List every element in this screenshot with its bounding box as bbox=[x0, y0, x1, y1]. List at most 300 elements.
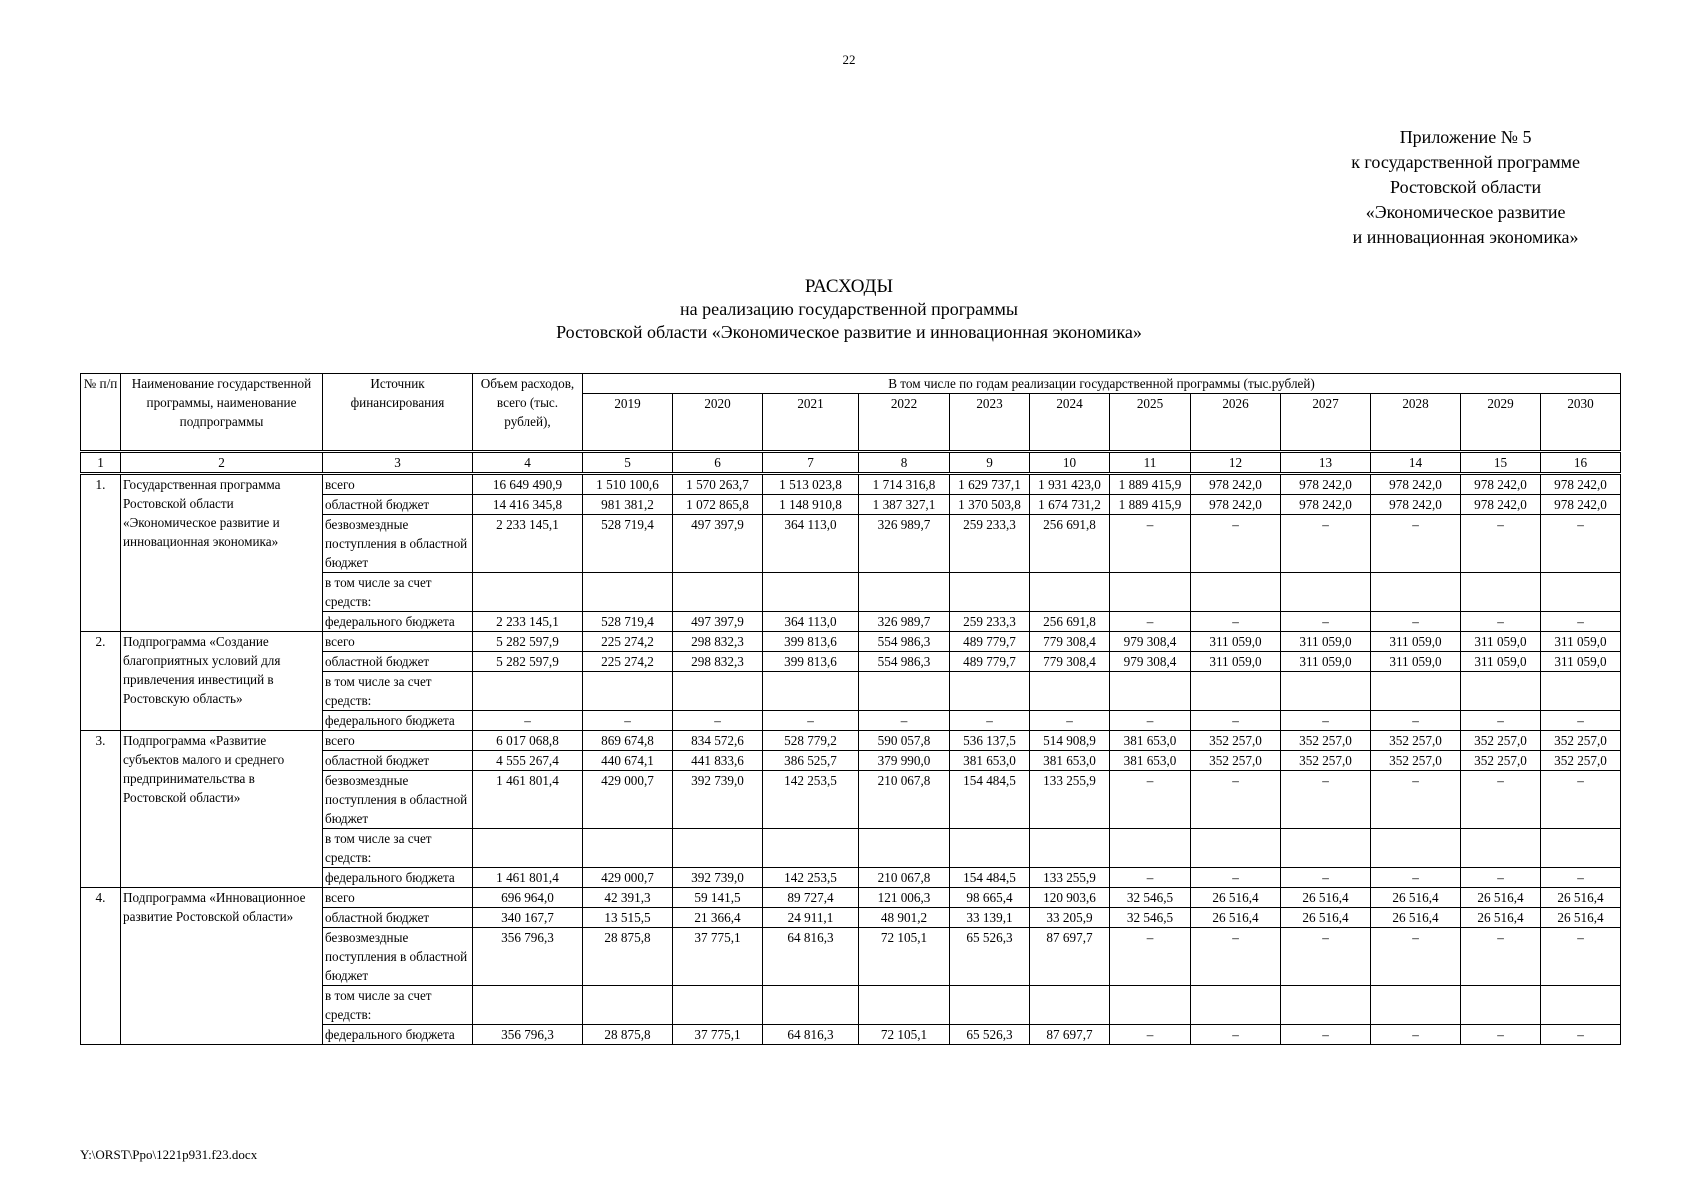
year-value: 1 510 100,6 bbox=[583, 474, 673, 495]
year-value: 26 516,4 bbox=[1191, 888, 1281, 908]
year-value: 26 516,4 bbox=[1371, 908, 1461, 928]
program-number: 2. bbox=[81, 632, 121, 731]
year-value: 26 516,4 bbox=[1461, 908, 1541, 928]
year-value: 352 257,0 bbox=[1191, 751, 1281, 771]
column-number: 2 bbox=[121, 452, 323, 474]
funding-source: всего bbox=[323, 888, 473, 908]
year-value bbox=[583, 573, 673, 612]
year-value: 121 006,3 bbox=[859, 888, 950, 908]
header-year: 2028 bbox=[1371, 394, 1461, 452]
year-value: – bbox=[1110, 711, 1191, 731]
year-value bbox=[1110, 672, 1191, 711]
year-value: 65 526,3 bbox=[950, 928, 1030, 986]
year-value: – bbox=[1371, 771, 1461, 829]
year-value: 311 059,0 bbox=[1371, 632, 1461, 652]
year-value: 133 255,9 bbox=[1030, 771, 1110, 829]
total-value: 6 017 068,8 bbox=[473, 731, 583, 751]
year-value: 381 653,0 bbox=[1110, 731, 1191, 751]
year-value: 869 674,8 bbox=[583, 731, 673, 751]
year-value bbox=[1030, 829, 1110, 868]
year-value: 1 072 865,8 bbox=[673, 495, 763, 515]
year-value: 1 714 316,8 bbox=[859, 474, 950, 495]
funding-source: всего bbox=[323, 731, 473, 751]
year-value bbox=[1030, 672, 1110, 711]
year-value: – bbox=[1110, 928, 1191, 986]
year-value: 59 141,5 bbox=[673, 888, 763, 908]
year-value: 352 257,0 bbox=[1541, 751, 1621, 771]
year-value: – bbox=[583, 711, 673, 731]
column-number: 8 bbox=[859, 452, 950, 474]
funding-source: федерального бюджета bbox=[323, 868, 473, 888]
year-value: – bbox=[859, 711, 950, 731]
year-value: 381 653,0 bbox=[950, 751, 1030, 771]
year-value bbox=[950, 573, 1030, 612]
year-value bbox=[1281, 573, 1371, 612]
column-number: 16 bbox=[1541, 452, 1621, 474]
year-value: – bbox=[1461, 711, 1541, 731]
year-value: 26 516,4 bbox=[1281, 908, 1371, 928]
total-value: 340 167,7 bbox=[473, 908, 583, 928]
year-value: 352 257,0 bbox=[1541, 731, 1621, 751]
header-years-group: В том числе по годам реализации государственной программы (тыс.рублей) bbox=[583, 374, 1621, 394]
year-value: 536 137,5 bbox=[950, 731, 1030, 751]
year-value: – bbox=[1191, 928, 1281, 986]
year-value: 311 059,0 bbox=[1541, 632, 1621, 652]
table-row bbox=[81, 888, 1621, 908]
funding-source: федерального бюджета bbox=[323, 612, 473, 632]
header-name: Наименование государственной программы, наименование подпрограммы bbox=[121, 374, 323, 452]
year-value: 441 833,6 bbox=[673, 751, 763, 771]
year-value: 489 779,7 bbox=[950, 652, 1030, 672]
column-number: 15 bbox=[1461, 452, 1541, 474]
year-value bbox=[763, 829, 859, 868]
year-value: – bbox=[1191, 711, 1281, 731]
year-value: 1 931 423,0 bbox=[1030, 474, 1110, 495]
total-value: 356 796,3 bbox=[473, 928, 583, 986]
funding-source: в том числе за счет средств: bbox=[323, 986, 473, 1025]
year-value: – bbox=[1110, 515, 1191, 573]
year-value: – bbox=[1461, 771, 1541, 829]
year-value: 42 391,3 bbox=[583, 888, 673, 908]
year-value: – bbox=[1461, 1025, 1541, 1045]
year-value: 528 719,4 bbox=[583, 515, 673, 573]
column-number: 6 bbox=[673, 452, 763, 474]
column-number: 4 bbox=[473, 452, 583, 474]
year-value: 311 059,0 bbox=[1191, 652, 1281, 672]
year-value: – bbox=[1371, 612, 1461, 632]
funding-source: безвозмездные поступления в областной бюджет bbox=[323, 771, 473, 829]
year-value: 352 257,0 bbox=[1461, 751, 1541, 771]
year-value: 13 515,5 bbox=[583, 908, 673, 928]
appendix-note bbox=[1351, 125, 1580, 250]
header-row bbox=[81, 374, 1621, 394]
year-value: 26 516,4 bbox=[1281, 888, 1371, 908]
year-value: 497 397,9 bbox=[673, 612, 763, 632]
year-value: 429 000,7 bbox=[583, 771, 673, 829]
funding-source: федерального бюджета bbox=[323, 1025, 473, 1045]
header-year: 2029 bbox=[1461, 394, 1541, 452]
year-value: 399 813,6 bbox=[763, 632, 859, 652]
year-value: – bbox=[1191, 1025, 1281, 1045]
year-value: 1 674 731,2 bbox=[1030, 495, 1110, 515]
table-row bbox=[81, 731, 1621, 751]
year-value: 978 242,0 bbox=[1191, 495, 1281, 515]
year-value: 298 832,3 bbox=[673, 652, 763, 672]
funding-source: областной бюджет bbox=[323, 652, 473, 672]
year-value bbox=[1541, 986, 1621, 1025]
year-value: 429 000,7 bbox=[583, 868, 673, 888]
appendix-line: и инновационная экономика» bbox=[1352, 227, 1579, 247]
funding-source: всего bbox=[323, 632, 473, 652]
header-total: Объем расходов, всего (тыс. рублей), bbox=[473, 374, 583, 452]
year-value: 225 274,2 bbox=[583, 632, 673, 652]
year-value: 392 739,0 bbox=[673, 771, 763, 829]
year-value: 142 253,5 bbox=[763, 868, 859, 888]
year-value: 133 255,9 bbox=[1030, 868, 1110, 888]
expenses-table bbox=[80, 373, 1621, 1045]
appendix-line: Приложение № 5 bbox=[1399, 127, 1532, 147]
total-value: 1 461 801,4 bbox=[473, 868, 583, 888]
year-value: – bbox=[950, 711, 1030, 731]
appendix-line: Ростовской области bbox=[1390, 177, 1542, 197]
year-value: 528 779,2 bbox=[763, 731, 859, 751]
year-value bbox=[763, 672, 859, 711]
year-value: 352 257,0 bbox=[1461, 731, 1541, 751]
year-value: 225 274,2 bbox=[583, 652, 673, 672]
year-value: 210 067,8 bbox=[859, 771, 950, 829]
year-value: – bbox=[1371, 868, 1461, 888]
year-value: 37 775,1 bbox=[673, 1025, 763, 1045]
header-year: 2027 bbox=[1281, 394, 1371, 452]
year-value bbox=[1191, 573, 1281, 612]
header-year: 2020 bbox=[673, 394, 763, 452]
appendix-line: «Экономическое развитие bbox=[1365, 202, 1566, 222]
year-value: 399 813,6 bbox=[763, 652, 859, 672]
year-value: – bbox=[1191, 515, 1281, 573]
year-value: – bbox=[1371, 515, 1461, 573]
file-path-footer: Y:\ORST\Ppo\1221p931.f23.docx bbox=[80, 1147, 258, 1162]
year-value: 978 242,0 bbox=[1461, 474, 1541, 495]
year-value: 1 889 415,9 bbox=[1110, 495, 1191, 515]
document-title bbox=[0, 275, 1698, 344]
year-value: 497 397,9 bbox=[673, 515, 763, 573]
table-body bbox=[81, 374, 1621, 1045]
header-year: 2023 bbox=[950, 394, 1030, 452]
year-value: 779 308,4 bbox=[1030, 632, 1110, 652]
year-value bbox=[1281, 672, 1371, 711]
year-value: 26 516,4 bbox=[1541, 908, 1621, 928]
year-value: 298 832,3 bbox=[673, 632, 763, 652]
total-value: 14 416 345,8 bbox=[473, 495, 583, 515]
year-value bbox=[1371, 672, 1461, 711]
year-value: – bbox=[1541, 711, 1621, 731]
year-value: 311 059,0 bbox=[1281, 632, 1371, 652]
year-value: – bbox=[1110, 771, 1191, 829]
year-value bbox=[1030, 986, 1110, 1025]
year-value: 1 148 910,8 bbox=[763, 495, 859, 515]
total-value: 16 649 490,9 bbox=[473, 474, 583, 495]
year-value bbox=[763, 573, 859, 612]
header-year: 2019 bbox=[583, 394, 673, 452]
year-value: 33 205,9 bbox=[1030, 908, 1110, 928]
total-value: 696 964,0 bbox=[473, 888, 583, 908]
year-value: – bbox=[1371, 1025, 1461, 1045]
funding-source: всего bbox=[323, 474, 473, 495]
year-value: 978 242,0 bbox=[1281, 474, 1371, 495]
header-year: 2026 bbox=[1191, 394, 1281, 452]
year-value: 33 139,1 bbox=[950, 908, 1030, 928]
table-row bbox=[81, 632, 1621, 652]
year-value: – bbox=[1461, 612, 1541, 632]
page-number: 22 bbox=[842, 52, 856, 67]
year-value: – bbox=[1281, 515, 1371, 573]
year-value: 26 516,4 bbox=[1461, 888, 1541, 908]
year-value bbox=[583, 672, 673, 711]
total-value: 5 282 597,9 bbox=[473, 632, 583, 652]
year-value: – bbox=[1110, 1025, 1191, 1045]
year-value: 311 059,0 bbox=[1281, 652, 1371, 672]
year-value: 379 990,0 bbox=[859, 751, 950, 771]
header-num: № п/п bbox=[81, 374, 121, 452]
year-value: 1 513 023,8 bbox=[763, 474, 859, 495]
year-value: 24 911,1 bbox=[763, 908, 859, 928]
year-value: 65 526,3 bbox=[950, 1025, 1030, 1045]
funding-source: безвозмездные поступления в областной бюджет bbox=[323, 928, 473, 986]
total-value bbox=[473, 829, 583, 868]
year-value: – bbox=[1371, 711, 1461, 731]
year-value: 32 546,5 bbox=[1110, 888, 1191, 908]
year-value: – bbox=[1541, 771, 1621, 829]
year-value: 981 381,2 bbox=[583, 495, 673, 515]
year-value: 311 059,0 bbox=[1371, 652, 1461, 672]
year-value: 311 059,0 bbox=[1191, 632, 1281, 652]
year-value bbox=[763, 986, 859, 1025]
year-value: 32 546,5 bbox=[1110, 908, 1191, 928]
program-number: 1. bbox=[81, 474, 121, 632]
year-value: 978 242,0 bbox=[1371, 474, 1461, 495]
year-value bbox=[950, 829, 1030, 868]
year-value bbox=[859, 829, 950, 868]
year-value: 978 242,0 bbox=[1461, 495, 1541, 515]
program-name: Подпрограмма «Создание благоприятных условий для привлечения инвестиций в Ростовскую область» bbox=[121, 632, 323, 731]
year-value: 489 779,7 bbox=[950, 632, 1030, 652]
program-name: Подпрограмма «Инновационное развитие Ростовской области» bbox=[121, 888, 323, 1045]
year-value: 352 257,0 bbox=[1371, 751, 1461, 771]
title-heading: РАСХОДЫ bbox=[804, 276, 894, 297]
header-year: 2021 bbox=[763, 394, 859, 452]
year-value: 259 233,3 bbox=[950, 515, 1030, 573]
funding-source: в том числе за счет средств: bbox=[323, 573, 473, 612]
year-value: 1 889 415,9 bbox=[1110, 474, 1191, 495]
year-value: – bbox=[1541, 868, 1621, 888]
column-number: 10 bbox=[1030, 452, 1110, 474]
year-value: – bbox=[673, 711, 763, 731]
year-value: 48 901,2 bbox=[859, 908, 950, 928]
program-name: Государственная программа Ростовской области «Экономическое развитие и инновационная экономика» bbox=[121, 474, 323, 632]
funding-source: в том числе за счет средств: bbox=[323, 829, 473, 868]
column-number: 3 bbox=[323, 452, 473, 474]
year-value: 98 665,4 bbox=[950, 888, 1030, 908]
year-value: – bbox=[1541, 612, 1621, 632]
year-value bbox=[1461, 829, 1541, 868]
year-value: 1 570 263,7 bbox=[673, 474, 763, 495]
year-value bbox=[1541, 573, 1621, 612]
year-value: 554 986,3 bbox=[859, 652, 950, 672]
year-value bbox=[1030, 573, 1110, 612]
year-value: – bbox=[1281, 928, 1371, 986]
year-value: 381 653,0 bbox=[1030, 751, 1110, 771]
column-number: 1 bbox=[81, 452, 121, 474]
year-value: 352 257,0 bbox=[1281, 751, 1371, 771]
year-value: 142 253,5 bbox=[763, 771, 859, 829]
year-value bbox=[1541, 672, 1621, 711]
year-value: 352 257,0 bbox=[1281, 731, 1371, 751]
total-value: 1 461 801,4 bbox=[473, 771, 583, 829]
year-value: 514 908,9 bbox=[1030, 731, 1110, 751]
year-value: 26 516,4 bbox=[1371, 888, 1461, 908]
year-value bbox=[673, 829, 763, 868]
funding-source: в том числе за счет средств: bbox=[323, 672, 473, 711]
year-value: 978 242,0 bbox=[1541, 474, 1621, 495]
year-value bbox=[859, 986, 950, 1025]
year-value: – bbox=[1461, 515, 1541, 573]
table-row bbox=[81, 474, 1621, 495]
year-value bbox=[1281, 986, 1371, 1025]
year-value: 259 233,3 bbox=[950, 612, 1030, 632]
total-value: – bbox=[473, 711, 583, 731]
year-value: – bbox=[1541, 1025, 1621, 1045]
year-value bbox=[1541, 829, 1621, 868]
year-value: – bbox=[1281, 612, 1371, 632]
year-value: 1 629 737,1 bbox=[950, 474, 1030, 495]
total-value bbox=[473, 986, 583, 1025]
total-value bbox=[473, 672, 583, 711]
year-value bbox=[1371, 829, 1461, 868]
year-value: – bbox=[1281, 711, 1371, 731]
year-value: 352 257,0 bbox=[1191, 731, 1281, 751]
header-year: 2025 bbox=[1110, 394, 1191, 452]
year-value bbox=[950, 672, 1030, 711]
year-value: 1 370 503,8 bbox=[950, 495, 1030, 515]
year-value bbox=[1371, 986, 1461, 1025]
year-value: 26 516,4 bbox=[1541, 888, 1621, 908]
program-number: 3. bbox=[81, 731, 121, 888]
header-year: 2024 bbox=[1030, 394, 1110, 452]
year-value: 89 727,4 bbox=[763, 888, 859, 908]
funding-source: областной бюджет bbox=[323, 908, 473, 928]
year-value bbox=[1461, 672, 1541, 711]
year-value bbox=[583, 829, 673, 868]
appendix-line: к государственной программе bbox=[1351, 152, 1580, 172]
year-value: – bbox=[1281, 868, 1371, 888]
year-value: 386 525,7 bbox=[763, 751, 859, 771]
year-value bbox=[1110, 986, 1191, 1025]
year-value: 311 059,0 bbox=[1461, 652, 1541, 672]
title-line: на реализацию государственной программы bbox=[679, 299, 1019, 319]
year-value: 978 242,0 bbox=[1371, 495, 1461, 515]
year-value: – bbox=[1191, 771, 1281, 829]
header-source: Источник финансирования bbox=[323, 374, 473, 452]
year-value: 210 067,8 bbox=[859, 868, 950, 888]
year-value: 311 059,0 bbox=[1461, 632, 1541, 652]
year-value: 834 572,6 bbox=[673, 731, 763, 751]
year-value: 352 257,0 bbox=[1371, 731, 1461, 751]
year-value: – bbox=[1281, 1025, 1371, 1045]
year-value bbox=[859, 573, 950, 612]
year-value bbox=[1110, 573, 1191, 612]
funding-source: безвозмездные поступления в областной бюджет bbox=[323, 515, 473, 573]
year-value: – bbox=[1461, 868, 1541, 888]
funding-source: федерального бюджета bbox=[323, 711, 473, 731]
year-value bbox=[1461, 986, 1541, 1025]
column-number: 7 bbox=[763, 452, 859, 474]
column-number: 11 bbox=[1110, 452, 1191, 474]
column-number: 5 bbox=[583, 452, 673, 474]
year-value: – bbox=[1371, 928, 1461, 986]
year-value: 37 775,1 bbox=[673, 928, 763, 986]
column-numbers-row bbox=[81, 452, 1621, 474]
header-year: 2030 bbox=[1541, 394, 1621, 452]
year-value bbox=[673, 672, 763, 711]
total-value bbox=[473, 573, 583, 612]
funding-source: областной бюджет bbox=[323, 751, 473, 771]
total-value: 5 282 597,9 bbox=[473, 652, 583, 672]
year-value bbox=[673, 573, 763, 612]
total-value: 4 555 267,4 bbox=[473, 751, 583, 771]
year-value: 64 816,3 bbox=[763, 1025, 859, 1045]
year-value: 326 989,7 bbox=[859, 612, 950, 632]
year-value: 256 691,8 bbox=[1030, 612, 1110, 632]
program-name: Подпрограмма «Развитие субъектов малого и среднего предпринимательства в Ростовской области» bbox=[121, 731, 323, 888]
column-number: 14 bbox=[1371, 452, 1461, 474]
year-value bbox=[1371, 573, 1461, 612]
year-value: 87 697,7 bbox=[1030, 1025, 1110, 1045]
year-value: 554 986,3 bbox=[859, 632, 950, 652]
year-value: 28 875,8 bbox=[583, 1025, 673, 1045]
year-value: 28 875,8 bbox=[583, 928, 673, 986]
year-value: 120 903,6 bbox=[1030, 888, 1110, 908]
year-value: 978 242,0 bbox=[1281, 495, 1371, 515]
program-number: 4. bbox=[81, 888, 121, 1045]
year-value: 978 242,0 bbox=[1541, 495, 1621, 515]
year-value: 21 366,4 bbox=[673, 908, 763, 928]
year-value: 1 387 327,1 bbox=[859, 495, 950, 515]
year-value bbox=[583, 986, 673, 1025]
header-year: 2022 bbox=[859, 394, 950, 452]
year-value: 979 308,4 bbox=[1110, 652, 1191, 672]
year-value: 64 816,3 bbox=[763, 928, 859, 986]
year-value: – bbox=[1191, 612, 1281, 632]
year-value: – bbox=[1461, 928, 1541, 986]
year-value: 72 105,1 bbox=[859, 1025, 950, 1045]
year-value: 978 242,0 bbox=[1191, 474, 1281, 495]
year-value bbox=[1281, 829, 1371, 868]
year-value: 154 484,5 bbox=[950, 868, 1030, 888]
column-number: 13 bbox=[1281, 452, 1371, 474]
year-value bbox=[1461, 573, 1541, 612]
year-value: – bbox=[1281, 771, 1371, 829]
year-value: 979 308,4 bbox=[1110, 632, 1191, 652]
year-value: 590 057,8 bbox=[859, 731, 950, 751]
year-value bbox=[859, 672, 950, 711]
column-number: 9 bbox=[950, 452, 1030, 474]
year-value: – bbox=[1110, 612, 1191, 632]
year-value: 256 691,8 bbox=[1030, 515, 1110, 573]
total-value: 2 233 145,1 bbox=[473, 515, 583, 573]
year-value: 154 484,5 bbox=[950, 771, 1030, 829]
year-value bbox=[1191, 829, 1281, 868]
year-value: 311 059,0 bbox=[1541, 652, 1621, 672]
